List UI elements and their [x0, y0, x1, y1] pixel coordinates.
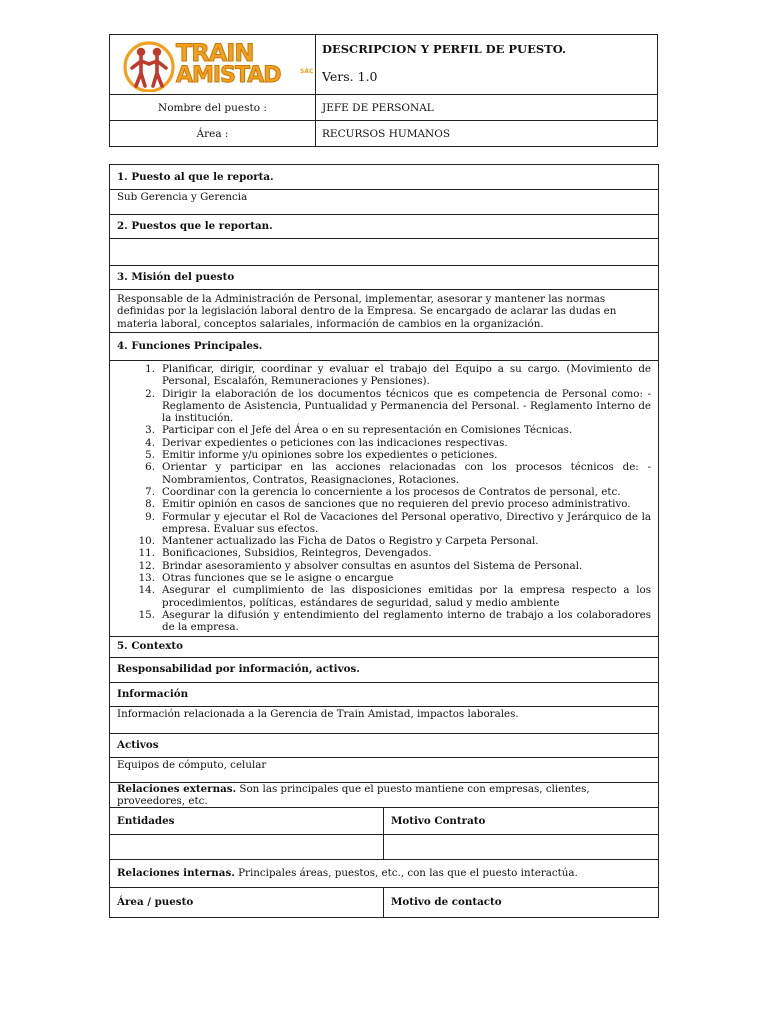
section-reports-to-title: 1. Puesto al que le reporta.: [110, 165, 659, 190]
assets-title: Activos: [110, 733, 659, 757]
function-item: Asegurar el cumplimiento de las disposiciones emitidas por la empresa respecto a los procedimientos, políticas, estándares de seguridad, salud y medio ambiente: [162, 584, 652, 609]
section-context-title: 5. Contexto: [110, 636, 659, 657]
logo-cell: [110, 35, 316, 95]
information-title: Información: [110, 682, 659, 706]
internal-relations-row: [110, 860, 659, 888]
contract-reason-header: Motivo Contrato: [384, 808, 659, 835]
function-item: Mantener actualizado las Ficha de Datos o Registro y Carpeta Personal.: [162, 535, 539, 548]
function-item: Brindar asesoramiento y absolver consultas en asuntos del Sistema de Personal.: [162, 559, 583, 572]
internal-relations-text: Principales áreas, puestos, etc., con las que el puesto interactúa.: [234, 867, 578, 880]
function-item: Participar con el Jefe del Área o en su representación en Comisiones Técnicas.: [162, 424, 573, 437]
section-subordinates-title: 2. Puestos que le reportan.: [110, 215, 659, 239]
contract-reason-cell: [384, 835, 659, 860]
entities-cell: [110, 835, 384, 860]
area-label: Área :: [110, 121, 316, 147]
function-item: Asegurar la difusión y entendimiento del reglamento interno de trabajo a los colaboradores de la empresa.: [162, 608, 652, 634]
document-version: Vers. 1.0: [322, 68, 378, 84]
function-item: Orientar y participar en las acciones relacionadas con los procesos técnicos de: - Nombramientos, Contratos, Reasignaciones, Rotaciones.: [162, 461, 652, 486]
function-item: Formular y ejecutar el Rol de Vacaciones del Personal operativo, Directivo y Jerárquico de la empresa. Evaluar sus efectos.: [162, 510, 652, 535]
external-relations-row: [110, 782, 659, 808]
logo-text-line1: TRAIN: [176, 39, 254, 67]
responsibility-title: Responsabilidad por información, activos.: [110, 657, 659, 682]
logo-suffix: SAC: [300, 68, 314, 75]
title-cell: [316, 35, 658, 95]
function-item: Coordinar con la gerencia lo concerniente a los procesos de Contratos de personal, etc.: [162, 485, 621, 498]
company-logo: [110, 35, 315, 94]
job-name-value: JEFE DE PERSONAL: [316, 95, 658, 121]
section-reports-to-value: Sub Gerencia y Gerencia: [110, 190, 659, 215]
information-text: Información relacionada a la Gerencia de Train Amistad, impactos laborales.: [110, 706, 659, 733]
area-position-header: Área / puesto: [110, 888, 384, 918]
function-item: Planificar, dirigir, coordinar y evaluar el trabajo del Equipo a su cargo. (Movimiento de Personal, Escalafón, Remuneraciones y Pensiones).: [162, 363, 652, 388]
children-logo-icon: [122, 40, 178, 92]
section-mission-text: Responsable de la Administración de Personal, implementar, asesorar y mantener las normas definidas por la legislación laboral dentro de la Empresa. Se encargado de aclarar las dudas en materia laboral, conceptos salariales, información de cambios en la organización.: [110, 290, 659, 333]
functions-list-cell: [110, 361, 659, 637]
entities-header: Entidades: [110, 808, 384, 835]
document-header: [109, 34, 658, 147]
function-item: Derivar expedientes o peticiones con las indicaciones respectivas.: [162, 436, 508, 449]
logo-text-line2: AMISTAD: [176, 63, 281, 88]
job-profile-table: [109, 164, 659, 918]
area-value: RECURSOS HUMANOS: [316, 121, 658, 147]
function-item: Bonificaciones, Subsidios, Reintegros, Devengados.: [162, 547, 432, 560]
internal-relations-title: Relaciones internas.: [117, 867, 235, 880]
function-item: Dirigir la elaboración de los documentos técnicos que es competencia de Personal como: - Reglamento de Asistencia, Puntualidad y Permanencia del Personal. - Reglamento Interno de la institución.: [162, 387, 652, 425]
function-item: Emitir opinión en casos de sanciones que no requieren del previo proceso administrativo.: [162, 498, 631, 511]
section-mission-title: 3. Misión del puesto: [110, 266, 659, 290]
function-item: Otras funciones que se le asigne o encargue: [162, 572, 394, 585]
external-relations-text: Son las principales que el puesto mantiene con empresas, clientes, proveedores, etc.: [117, 782, 590, 807]
contact-reason-header: Motivo de contacto: [384, 888, 659, 918]
function-item: Emitir informe y/u opiniones sobre los expedientes o peticiones.: [162, 449, 498, 462]
external-relations-title: Relaciones externas.: [117, 782, 237, 795]
document-title: DESCRIPCION Y PERFIL DE PUESTO.: [322, 41, 567, 56]
section-subordinates-value: [110, 239, 659, 266]
assets-text: Equipos de cómputo, celular: [110, 757, 659, 782]
job-name-label: Nombre del puesto :: [110, 95, 316, 121]
section-functions-title: 4. Funciones Principales.: [110, 333, 659, 361]
functions-list: [117, 363, 651, 634]
